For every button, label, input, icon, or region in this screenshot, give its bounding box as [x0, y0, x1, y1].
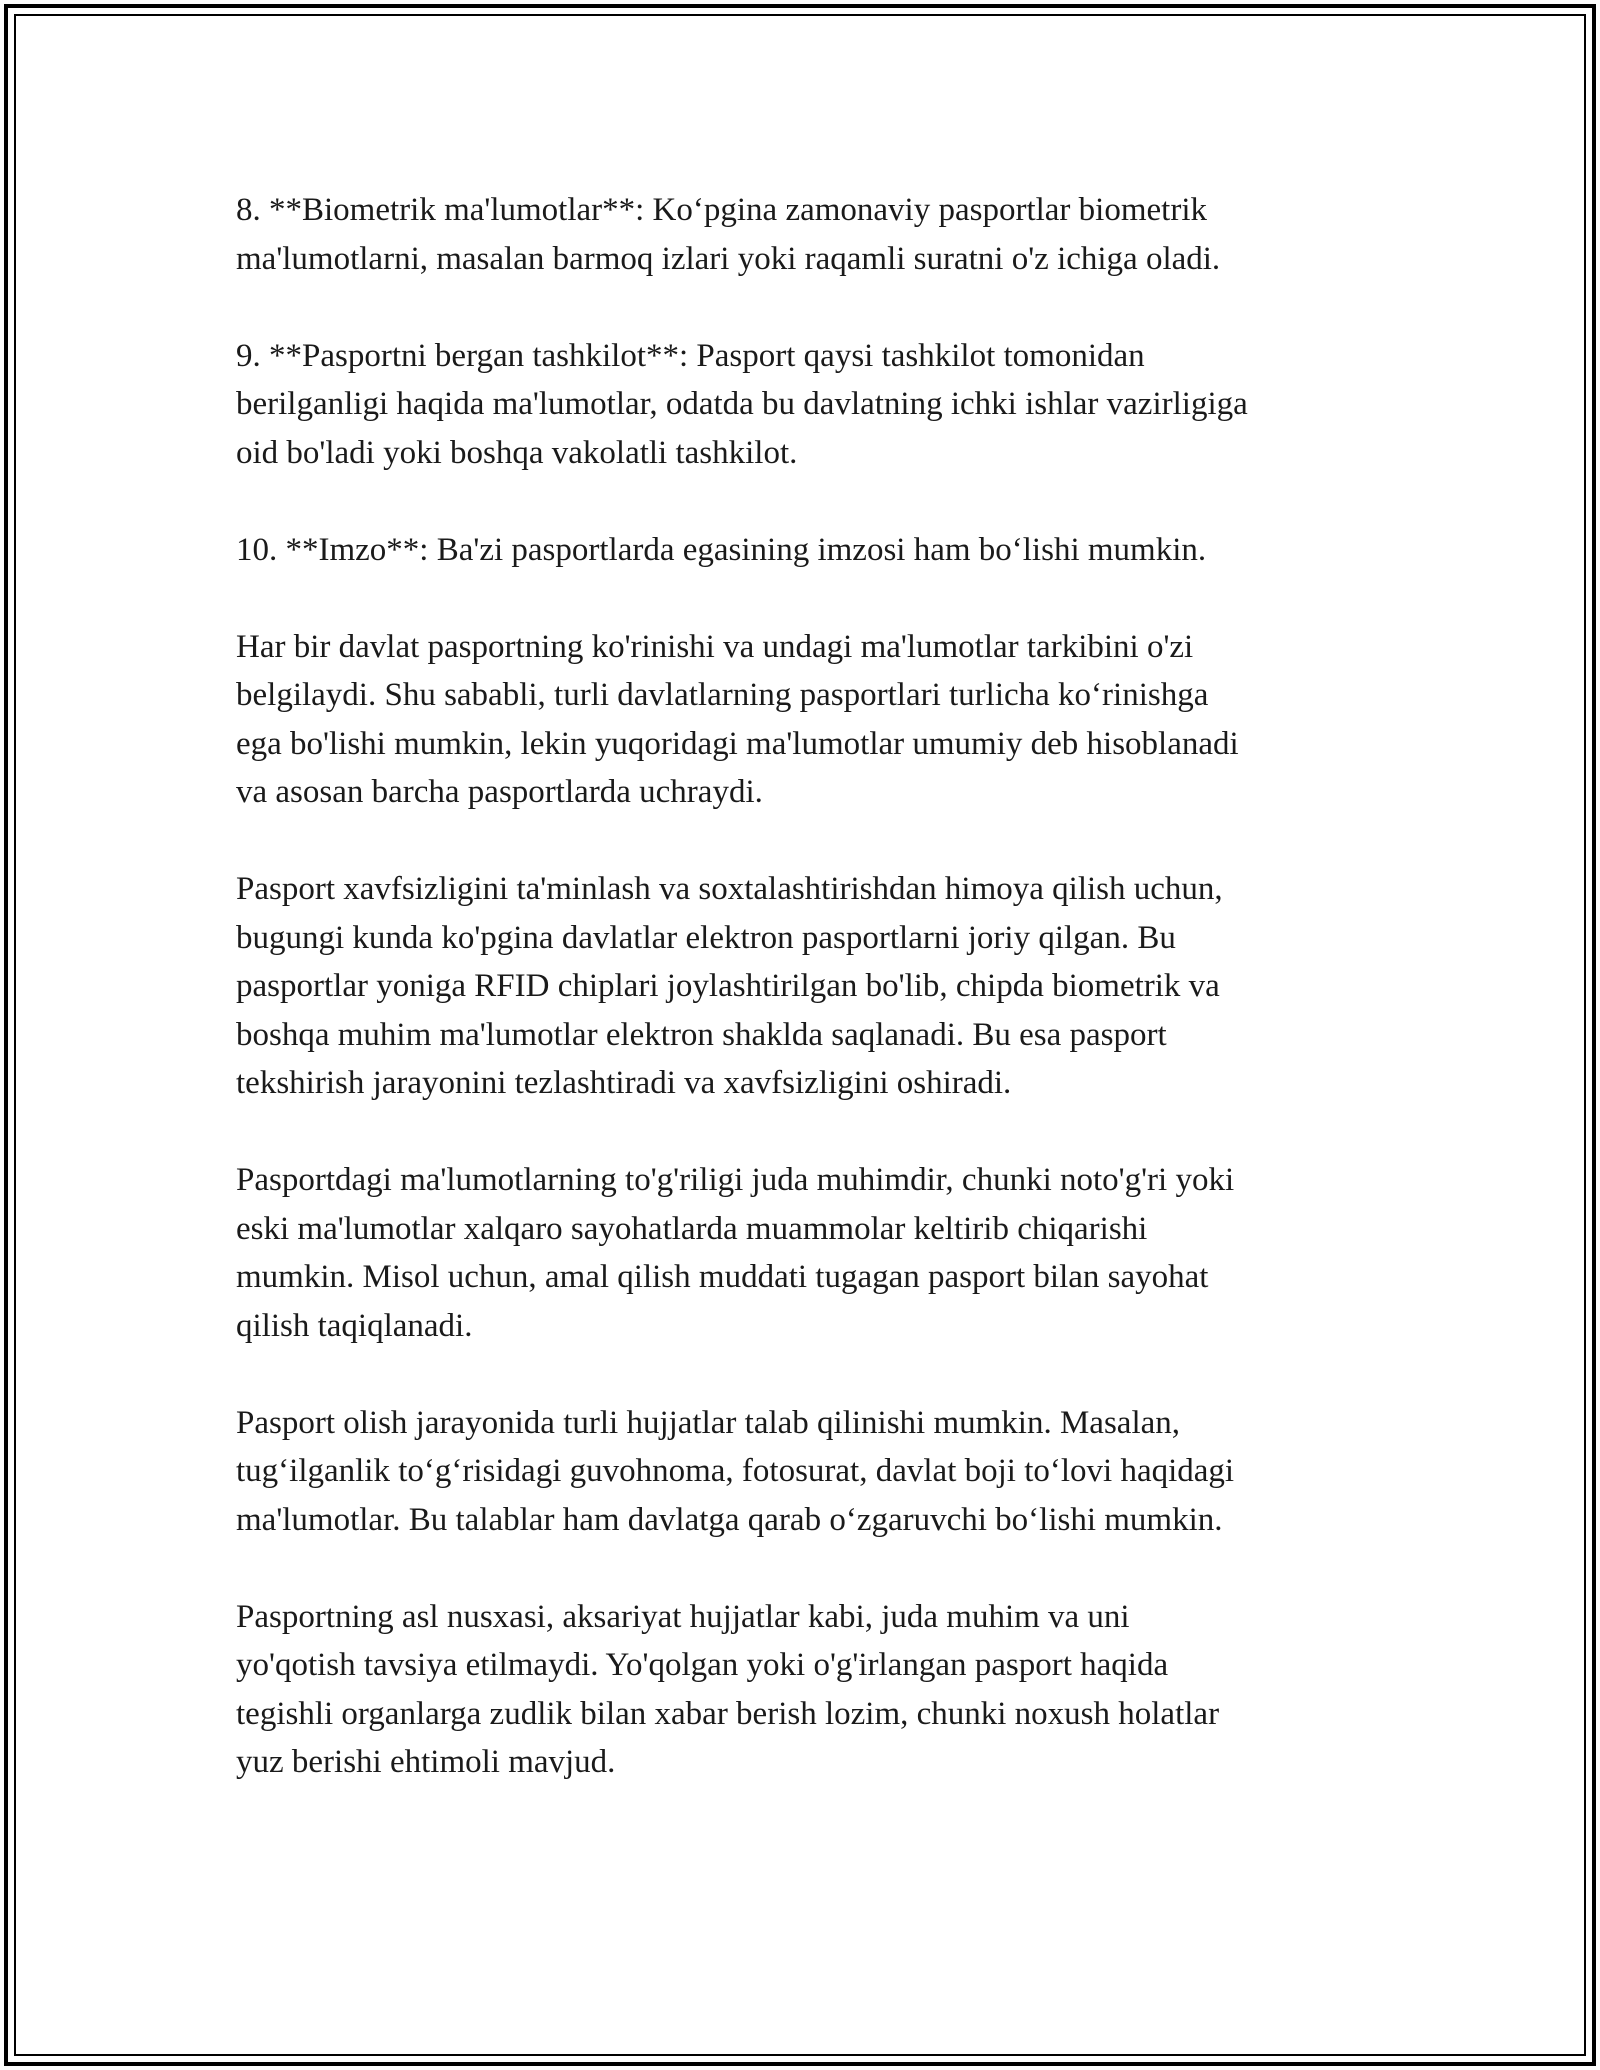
text-line: pasportlar yoniga RFID chiplari joylashtirilgan bo'lib, chipda biometrik va: [236, 968, 1220, 1004]
text-line: ma'lumotlarni, masalan barmoq izlari yoki raqamli suratni o'z ichiga oladi.: [236, 240, 1221, 277]
text-line: boshqa muhim ma'lumotlar elektron shaklda saqlanadi. Bu esa pasport: [236, 1016, 1167, 1053]
paragraph-passport-security: [236, 865, 1376, 1108]
text-line: yuz berishi ehtimoli mavjud.: [236, 1744, 616, 1780]
text-line: bugungi kunda ko'pgina davlatlar elektron pasportlarni joriy qilgan. Bu: [236, 919, 1176, 956]
text-line: eski ma'lumotlar xalqaro sayohatlarda muammolar keltirib chiqarishi: [236, 1210, 1148, 1247]
text-line: ma'lumotlar. Bu talablar ham davlatga qarab o‘zgaruvchi bo‘lishi mumkin.: [236, 1501, 1223, 1538]
text-line: mumkin. Misol uchun, amal qilish muddati tugagan pasport bilan sayohat: [236, 1259, 1209, 1295]
text-line: 8. **Biometrik ma'lumotlar**: Ko‘pgina zamonaviy pasportlar biometrik: [236, 192, 1207, 228]
text-line: tug‘ilganlik to‘g‘risidagi guvohnoma, fotosurat, davlat boji to‘lovi haqidagi: [236, 1453, 1235, 1489]
paragraph-issuing-authority: [236, 332, 1376, 478]
text-line: ega bo'lishi mumkin, lekin yuqoridagi ma'lumotlar umumiy deb hisoblanadi: [236, 725, 1239, 762]
text-line: 10. **Imzo**: Ba'zi pasportlarda egasining imzosi ham bo‘lishi mumkin.: [236, 531, 1207, 568]
text-line: va asosan barcha pasportlarda uchraydi.: [236, 774, 763, 810]
paragraph-original-copy: [236, 1593, 1376, 1787]
paragraph-passport-appearance: [236, 623, 1376, 817]
text-line: tekshirish jarayonini tezlashtiradi va xavfsizligini oshiradi.: [236, 1065, 1012, 1101]
paragraph-signature: [236, 526, 1376, 575]
text-line: Pasport olish jarayonida turli hujjatlar talab qilinishi mumkin. Masalan,: [236, 1404, 1181, 1441]
text-line: Pasport xavfsizligini ta'minlash va soxtalashtirishdan himoya qilish uchun,: [236, 871, 1223, 907]
text-line: Har bir davlat pasportning ko'rinishi va undagi ma'lumotlar tarkibini o'zi: [236, 628, 1194, 665]
text-line: 9. **Pasportni bergan tashkilot**: Pasport qaysi tashkilot tomonidan: [236, 337, 1145, 374]
document-body: [236, 186, 1376, 1835]
paragraph-biometric-data: [236, 186, 1376, 283]
text-line: qilish taqiqlanadi.: [236, 1307, 473, 1344]
text-line: belgilaydi. Shu sababli, turli davlatlarning pasportlari turlicha ko‘rinishga: [236, 677, 1209, 713]
text-line: Pasportdagi ma'lumotlarning to'g'riligi juda muhimdir, chunki noto'g'ri yoki: [236, 1162, 1235, 1198]
text-line: tegishli organlarga zudlik bilan xabar berish lozim, chunki noxush holatlar: [236, 1695, 1220, 1732]
paragraph-required-documents: [236, 1399, 1376, 1545]
text-line: Pasportning asl nusxasi, aksariyat hujjatlar kabi, juda muhim va uni: [236, 1598, 1130, 1635]
text-line: oid bo'ladi yoki boshqa vakolatli tashkilot.: [236, 434, 798, 471]
paragraph-data-accuracy: [236, 1156, 1376, 1350]
text-line: yo'qotish tavsiya etilmaydi. Yo'qolgan yoki o'g'irlangan pasport haqida: [236, 1647, 1169, 1683]
text-line: berilganligi haqida ma'lumotlar, odatda bu davlatning ichki ishlar vazirligiga: [236, 386, 1248, 422]
